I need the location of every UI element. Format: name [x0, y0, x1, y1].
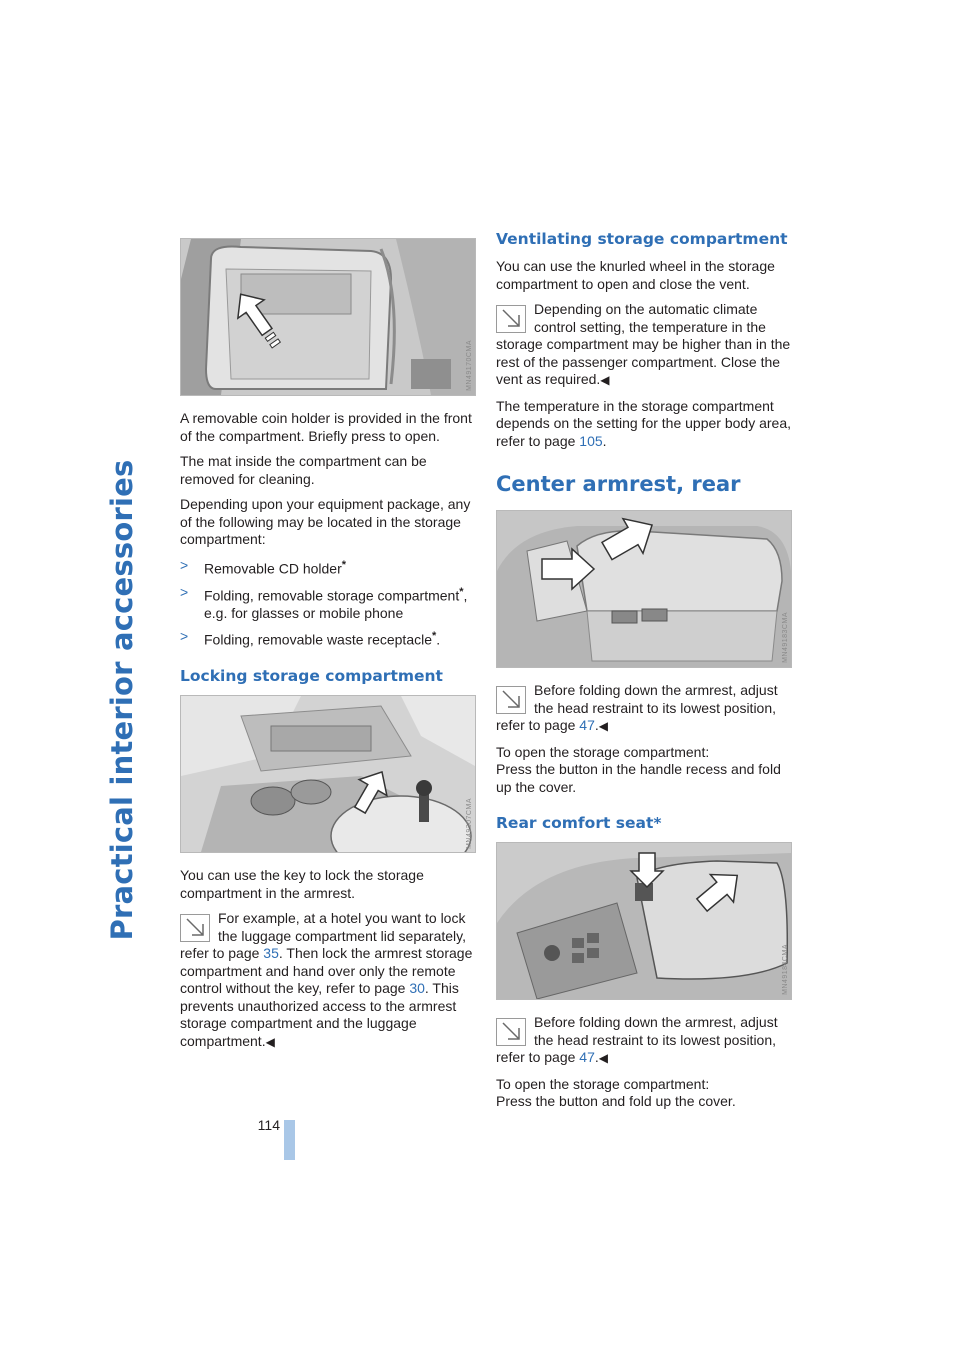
list-item-text: Folding, removable waste receptacle [204, 631, 433, 648]
paragraph-text: . [602, 432, 607, 449]
note-block [496, 682, 792, 736]
note-text: . This prevents unauthorized access to the armrest storage compartment and the luggage compartment. [180, 980, 459, 1049]
list-item-text: Removable CD holder [204, 560, 342, 577]
end-marker: ◀ [598, 719, 608, 733]
end-marker: ◀ [598, 1051, 608, 1065]
paragraph: You can use the knurled wheel in the storage compartment to open and close the vent. [496, 258, 775, 292]
note-text: . [594, 1049, 599, 1065]
note-text: For example, at a hotel you want to lock the luggage compartment lid separately, refer to page [180, 910, 466, 962]
paragraph-text: Press the button and fold up the cover. [496, 1093, 736, 1109]
page-link[interactable]: 30 [409, 980, 425, 997]
paragraph: Depending upon your equipment package, any of the following may be located in the storage compartment: [180, 496, 471, 547]
note-text: . Then lock the armrest storage compartment and hand over only the remote control without the key, refer to page [180, 945, 473, 997]
paragraph-text: To open the storage compartment: [496, 743, 710, 760]
page-tab-bar [284, 1120, 295, 1160]
note-block [496, 1014, 792, 1068]
note-arrow-icon [180, 914, 210, 942]
note-arrow-icon [496, 305, 526, 333]
figure-code: MN49183CMA [782, 612, 789, 663]
paragraph-text: To open the storage compartment: [496, 1075, 710, 1092]
figure-code: MN49307CMA [466, 797, 473, 849]
section-heading-main: Center armrest, rear [496, 472, 741, 496]
paragraph: The mat inside the compartment can be removed for cleaning. [180, 453, 427, 487]
page-link[interactable]: 47 [579, 717, 595, 733]
bullet-marker: > [180, 628, 189, 645]
page-link[interactable]: 47 [579, 1049, 595, 1065]
coin-holder-illustration [181, 239, 475, 395]
paragraph-text: Press the button in the handle recess and fold up the cover. [496, 761, 781, 795]
option-star: * [341, 558, 347, 571]
end-marker: ◀ [265, 1034, 275, 1049]
list-item [180, 557, 476, 578]
chapter-title: Practical interior accessories [105, 459, 139, 941]
page-link[interactable]: 35 [263, 945, 279, 962]
paragraph-text: The temperature in the storage compartment depends on the setting for the upper body area, refer to page [496, 397, 791, 449]
center-armrest-figure [496, 510, 792, 668]
note-arrow-icon [496, 1018, 526, 1046]
right-column [496, 230, 792, 1119]
note-arrow-icon [496, 686, 526, 714]
bullet-marker: > [180, 556, 189, 573]
note-block [496, 301, 792, 390]
note-block [180, 910, 476, 1051]
paragraph [496, 1076, 792, 1111]
comfort-seat-illustration [497, 843, 791, 999]
locking-compartment-figure [180, 695, 476, 853]
paragraph: You can use the key to lock the storage compartment in the armrest. [180, 867, 424, 901]
list-item [180, 628, 476, 649]
section-heading: Locking storage compartment [180, 667, 443, 686]
option-star: * [432, 630, 437, 643]
paragraph [496, 398, 792, 451]
note-text: Depending on the automatic climate control setting, the temperature in the storage compartment may be higher than in the rest of the passenger compartment. Close the vent as required. [496, 301, 791, 387]
list-item-text: . [436, 631, 441, 648]
figure-code: MN49184CMA [782, 944, 789, 995]
list-item-text: Folding, removable storage compartment [204, 587, 460, 604]
left-column [180, 238, 476, 1059]
rear-comfort-seat-figure [496, 842, 792, 1000]
option-star: * [459, 585, 464, 598]
center-armrest-illustration [497, 511, 791, 667]
note-text: Before folding down the armrest, adjust the head restraint to its lowest position, refer to page [496, 682, 778, 733]
paragraph: A removable coin holder is provided in the front of the compartment. Briefly press to open. [180, 410, 472, 444]
figure-code: MN49170CMA [466, 340, 473, 391]
page-number: 114 [257, 1117, 280, 1133]
equipment-list [180, 557, 476, 650]
page-link[interactable]: 105 [579, 432, 603, 449]
bullet-marker: > [180, 583, 189, 600]
end-marker: ◀ [600, 373, 610, 387]
list-item-text: , e.g. for glasses or mobile phone [204, 587, 468, 621]
paragraph [496, 744, 792, 797]
section-heading: Ventilating storage compartment [496, 230, 788, 248]
section-heading: Rear comfort seat* [496, 814, 662, 832]
storage-compartment-figure [180, 238, 476, 396]
armrest-key-illustration [181, 696, 475, 852]
note-text: Before folding down the armrest, adjust the head restraint to its lowest position, refer to page [496, 1014, 778, 1065]
list-item [180, 584, 476, 623]
note-text: . [594, 717, 599, 733]
